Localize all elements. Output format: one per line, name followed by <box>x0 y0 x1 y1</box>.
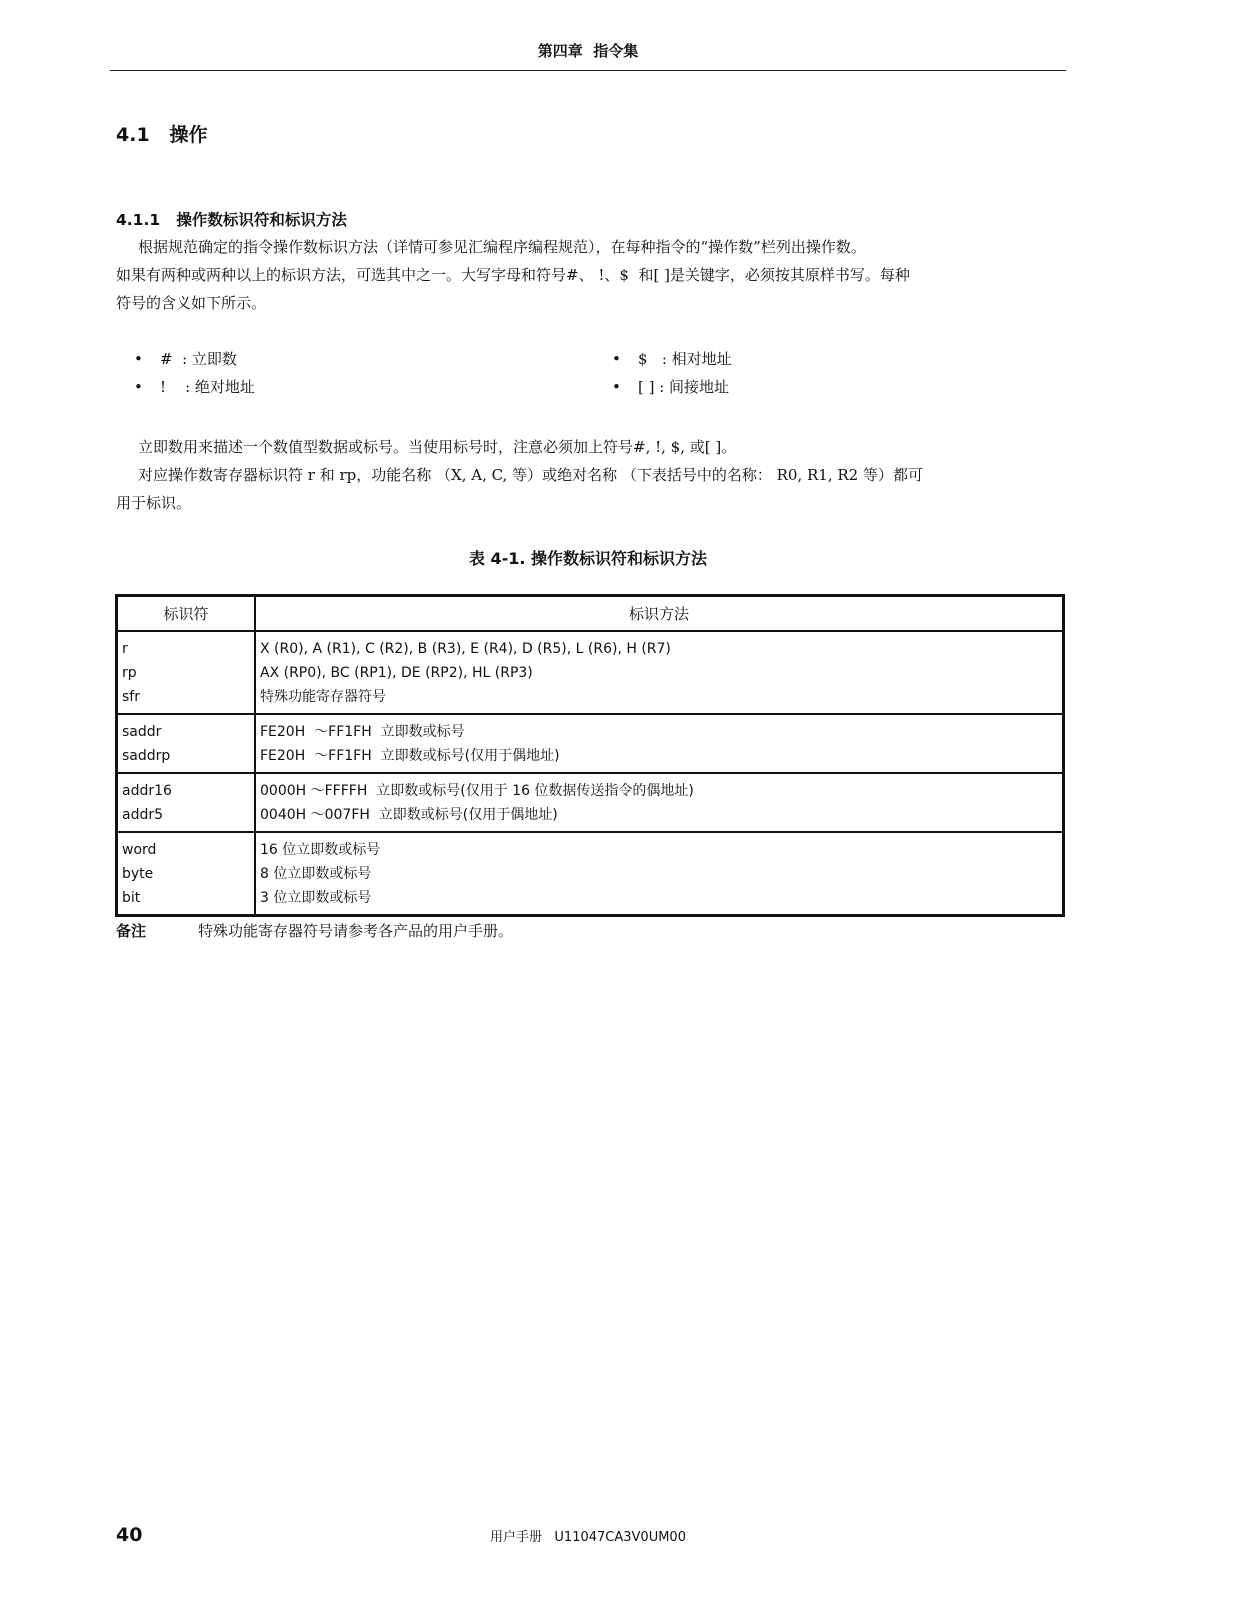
identifier-cell <box>117 714 256 773</box>
list-item-text: [ ] : 间接地址 <box>638 378 730 396</box>
footer-text: 用户手册 U11047CA3V0UM00 <box>490 1530 686 1545</box>
method: FE20H ～FF1FH 立即数或标号 <box>260 724 465 740</box>
paragraph-line: 根据规范确定的指令操作数标识方法（详情可参见汇编程序编程规范），在每种指令的“操作数”栏列出操作数。 <box>138 238 866 256</box>
bullet-icon: • <box>134 378 143 396</box>
paragraph-line: 如果有两种或两种以上的标识方法，可选其中之一。大写字母和符号#、 !、$ 和[ ]是关键字，必须按其原样书写。每种 <box>116 266 910 284</box>
page-number: 40 <box>116 1524 143 1546</box>
method: 0000H ～FFFFH 立即数或标号(仅用于 16 位数据传送指令的偶地址) <box>260 783 694 799</box>
bullet-icon: • <box>612 350 621 368</box>
bullet-icon: • <box>134 350 143 368</box>
identifier-cell <box>117 631 256 714</box>
method-cell <box>255 631 1064 714</box>
table-header-row <box>117 596 1064 632</box>
identifier-cell <box>117 832 256 916</box>
chapter-header: 第四章 指令集 <box>537 42 639 60</box>
intro-paragraph <box>116 233 1066 317</box>
list-item-text: ! : 绝对地址 <box>160 378 255 396</box>
method-cell <box>255 832 1064 916</box>
symbol-list <box>134 345 1066 401</box>
method: 8 位立即数或标号 <box>260 866 372 882</box>
identifier: sfr <box>122 689 140 705</box>
method: 16 位立即数或标号 <box>260 842 381 858</box>
table-row <box>117 832 1064 916</box>
paragraph-line: 对应操作数寄存器标识符 r 和 rp，功能名称 （X, A, C, 等）或绝对名称 （下表括号中的名称： R0, R1, R2 等）都可 <box>138 466 923 484</box>
method-cell <box>255 773 1064 832</box>
identifier: bit <box>122 890 141 906</box>
bullet-icon: • <box>612 378 621 396</box>
section-title: 4.1 操作 <box>116 124 208 146</box>
identifier-cell <box>117 773 256 832</box>
identifier: rp <box>122 665 137 681</box>
list-item <box>612 373 1066 401</box>
method: AX (RP0), BC (RP1), DE (RP2), HL (RP3) <box>260 665 533 681</box>
note-label: 备注 <box>116 922 147 940</box>
identifier: saddr <box>122 724 162 740</box>
list-item-text: $ : 相对地址 <box>638 350 732 368</box>
identifier: byte <box>122 866 154 882</box>
operand-table <box>115 594 1065 917</box>
identifier: r <box>122 641 128 657</box>
column-header-method: 标识方法 <box>255 596 1064 632</box>
subsection-title: 4.1.1 操作数标识符和标识方法 <box>116 211 347 229</box>
table-caption: 表 4-1. 操作数标识符和标识方法 <box>468 549 708 568</box>
column-header-identifier: 标识符 <box>117 596 256 632</box>
method: X (R0), A (R1), C (R2), B (R3), E (R4), D (R5), L (R6), H (R7) <box>260 641 671 657</box>
table-note <box>116 920 513 941</box>
list-item <box>612 345 1066 373</box>
method: FE20H ～FF1FH 立即数或标号(仅用于偶地址) <box>260 748 560 764</box>
method-cell <box>255 714 1064 773</box>
list-item <box>134 373 612 401</box>
identifier: word <box>122 842 157 858</box>
method: 3 位立即数或标号 <box>260 890 372 906</box>
note-text: 特殊功能寄存器符号请参考各产品的用户手册。 <box>198 922 514 940</box>
method: 0040H ～007FH 立即数或标号(仅用于偶地址) <box>260 807 558 823</box>
identifier: addr5 <box>122 807 164 823</box>
paragraph-line: 符号的含义如下所示。 <box>116 294 267 312</box>
method: 特殊功能寄存器符号 <box>260 689 386 705</box>
identifier: saddrp <box>122 748 171 764</box>
header-divider <box>110 70 1066 71</box>
list-item-text: # : 立即数 <box>160 350 237 368</box>
paragraph-line: 用于标识。 <box>116 494 192 512</box>
table-row <box>117 773 1064 832</box>
paragraph-line: 立即数用来描述一个数值型数据或标号。当使用标号时，注意必须加上符号#, !, $, 或[ ]。 <box>138 438 737 456</box>
table-row <box>117 631 1064 714</box>
immediate-paragraph <box>116 433 1066 517</box>
table-row <box>117 714 1064 773</box>
identifier: addr16 <box>122 783 172 799</box>
list-item <box>134 345 612 373</box>
